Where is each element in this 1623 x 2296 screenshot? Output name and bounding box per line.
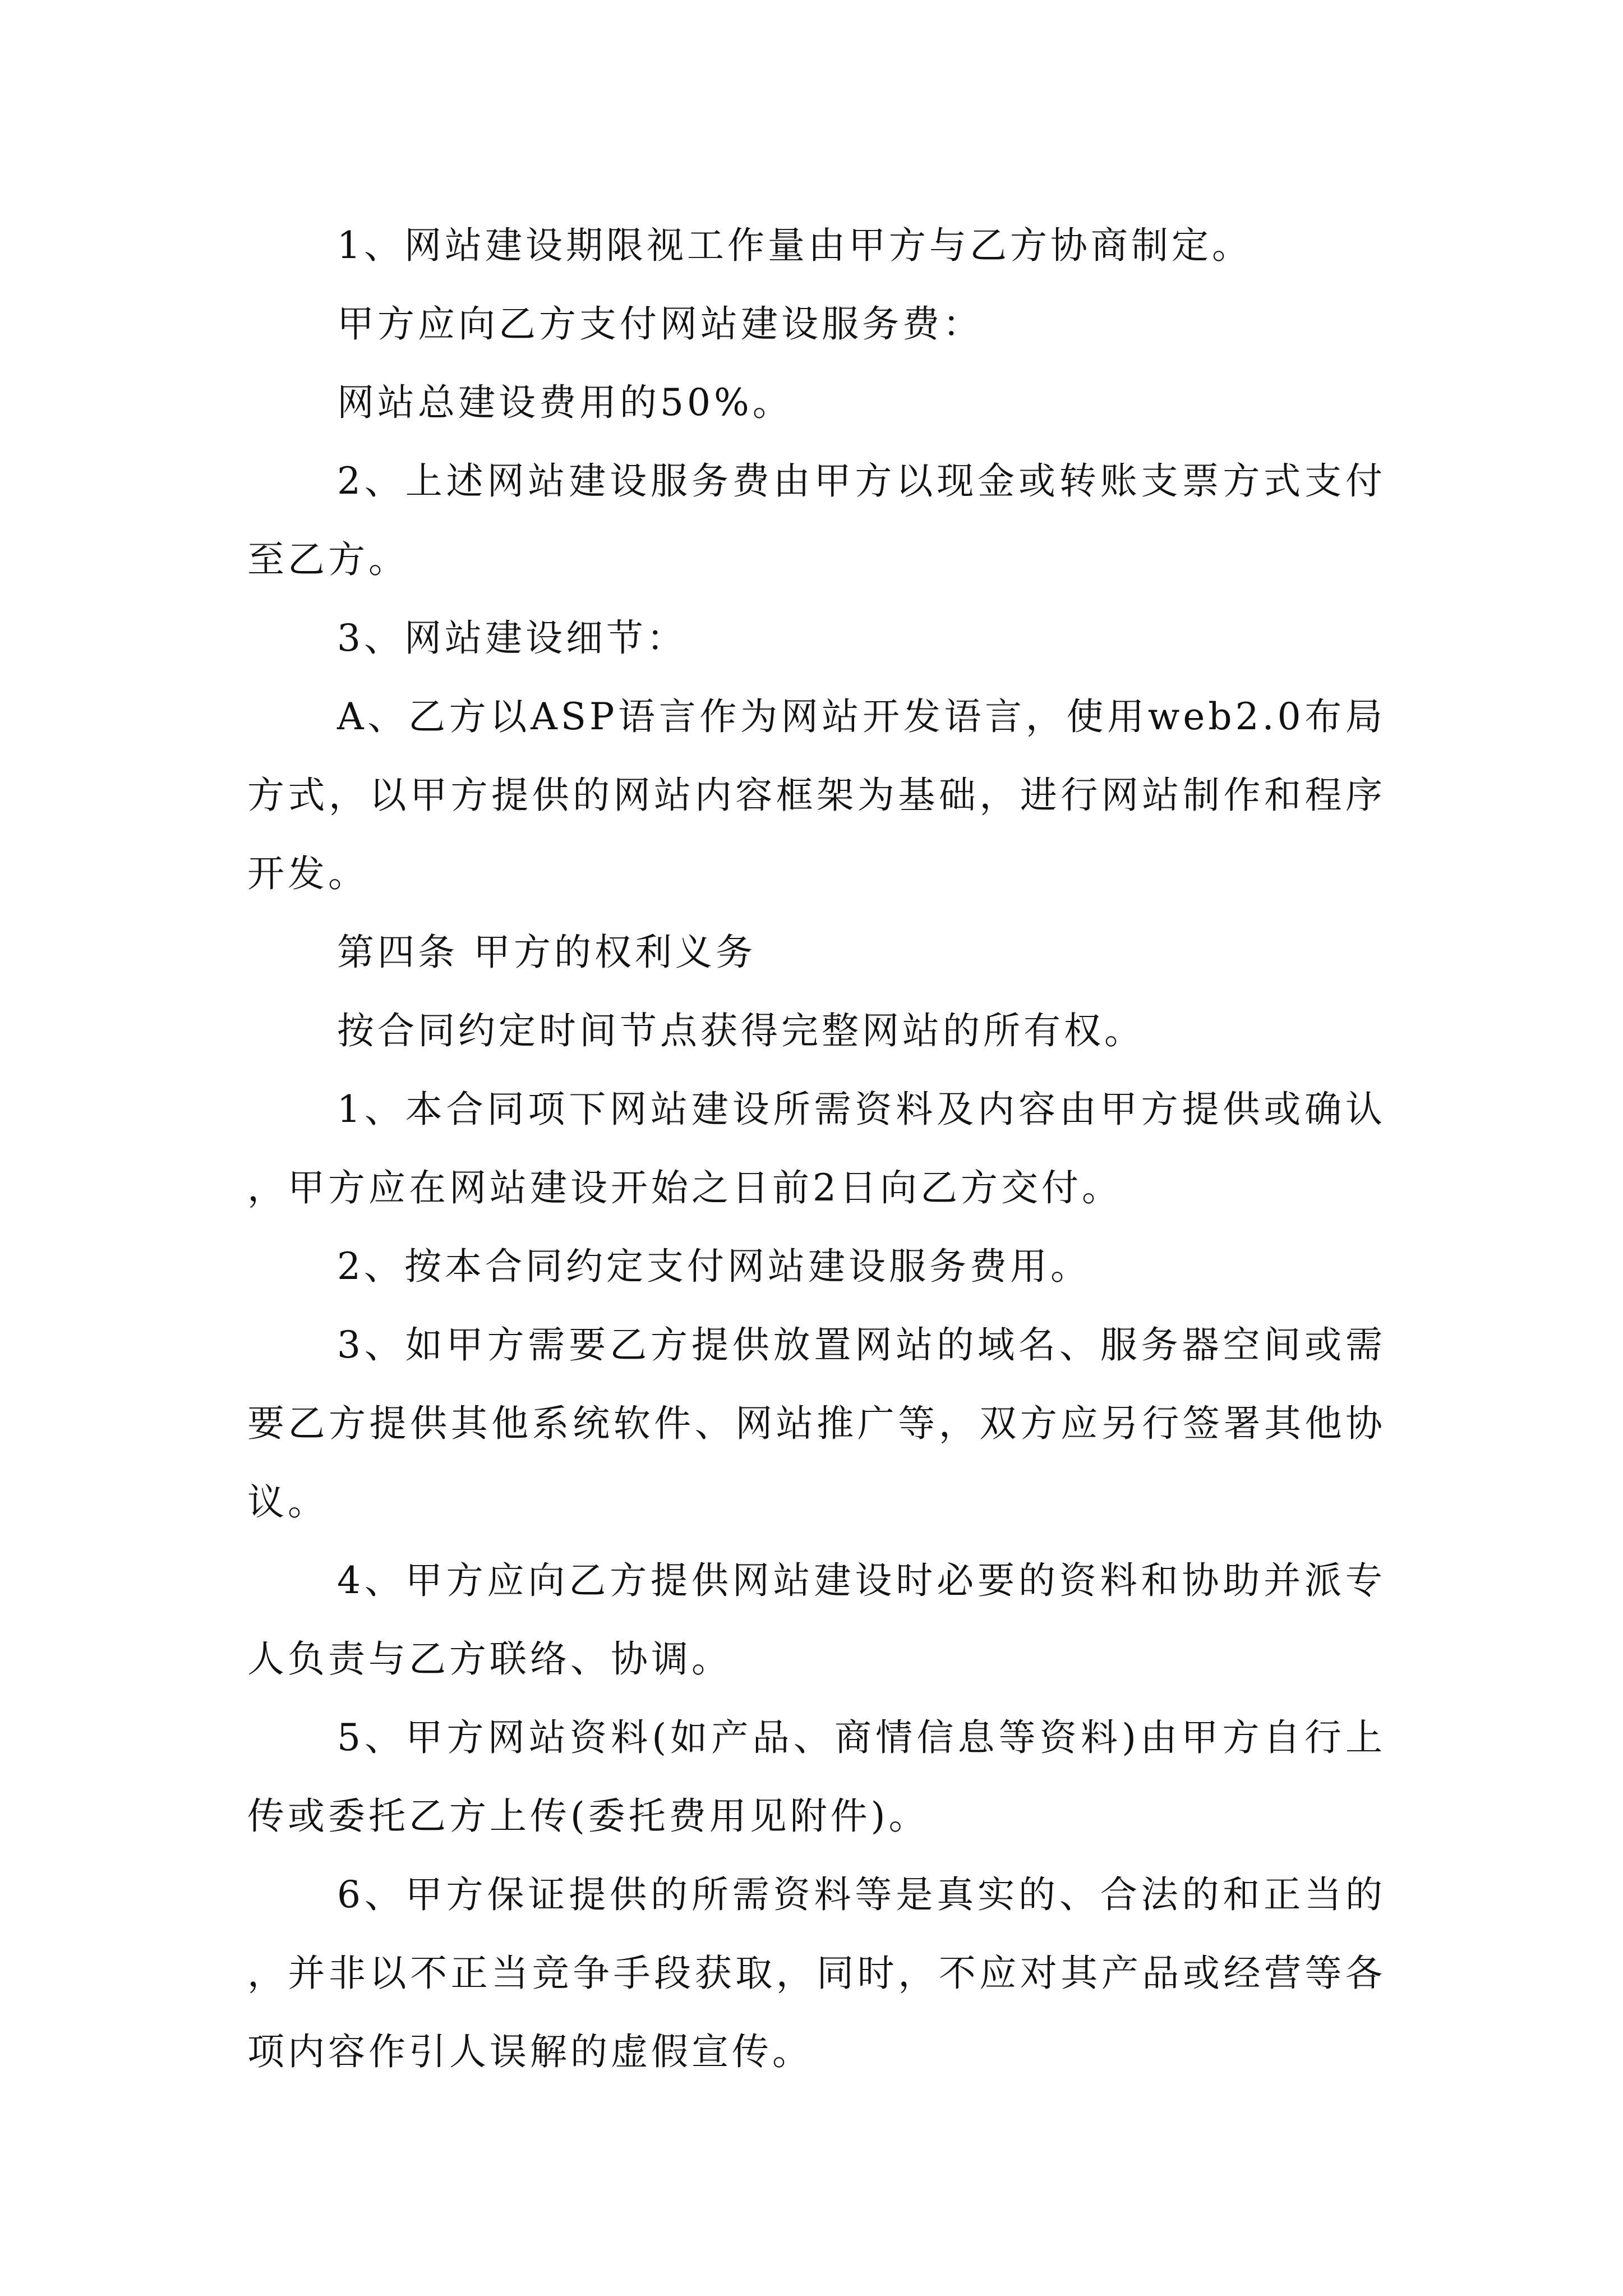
paragraph-materials: 1、本合同项下网站建设所需资料及内容由甲方提供或确认，甲方应在网站建设开始之日前2日向乙方交付。 [247,1088,1386,1209]
paragraph-build-details: 3、网站建设细节： [337,616,687,660]
paragraph-ownership: 按合同约定时间节点获得完整网站的所有权。 [337,1009,1145,1052]
paragraph-term-period: 1、网站建设期限视工作量由甲方与乙方协商制定。 [337,224,1252,267]
section-heading-article-four: 第四条 甲方的权利义务 [337,931,756,974]
paragraph-fee-percent: 网站总建设费用的50%。 [337,381,793,424]
paragraph-payment-method: 2、上述网站建设服务费由甲方以现金或转账支票方式支付至乙方。 [247,459,1386,581]
paragraph-domain-server: 3、如甲方需要乙方提供放置网站的域名、服务器空间或需要乙方提供其他系统软件、网站推广等，双方应另行签署其他协议。 [247,1323,1386,1524]
paragraph-assistance: 4、甲方应向乙方提供网站建设时必要的资料和协助并派专人负责与乙方联络、协调。 [247,1559,1386,1681]
paragraph-service-fee: 甲方应向乙方支付网站建设服务费： [337,302,983,346]
paragraph-upload: 5、甲方网站资料(如产品、商情信息等资料)由甲方自行上传或委托乙方上传(委托费用见附件)。 [247,1716,1386,1838]
paragraph-asp-language: A、乙方以ASP语言作为网站开发语言，使用web2.0布局方式，以甲方提供的网站内容框架为基础，进行网站制作和程序开发。 [247,695,1386,895]
paragraph-pay-fees: 2、按本合同约定支付网站建设服务费用。 [337,1245,1091,1288]
paragraph-guarantee: 6、甲方保证提供的所需资料等是真实的、合法的和正当的，并非以不正当竞争手段获取，同时，不应对其产品或经营等各项内容作引人误解的虚假宣传。 [247,1873,1386,2073]
document-body [247,206,1386,2091]
